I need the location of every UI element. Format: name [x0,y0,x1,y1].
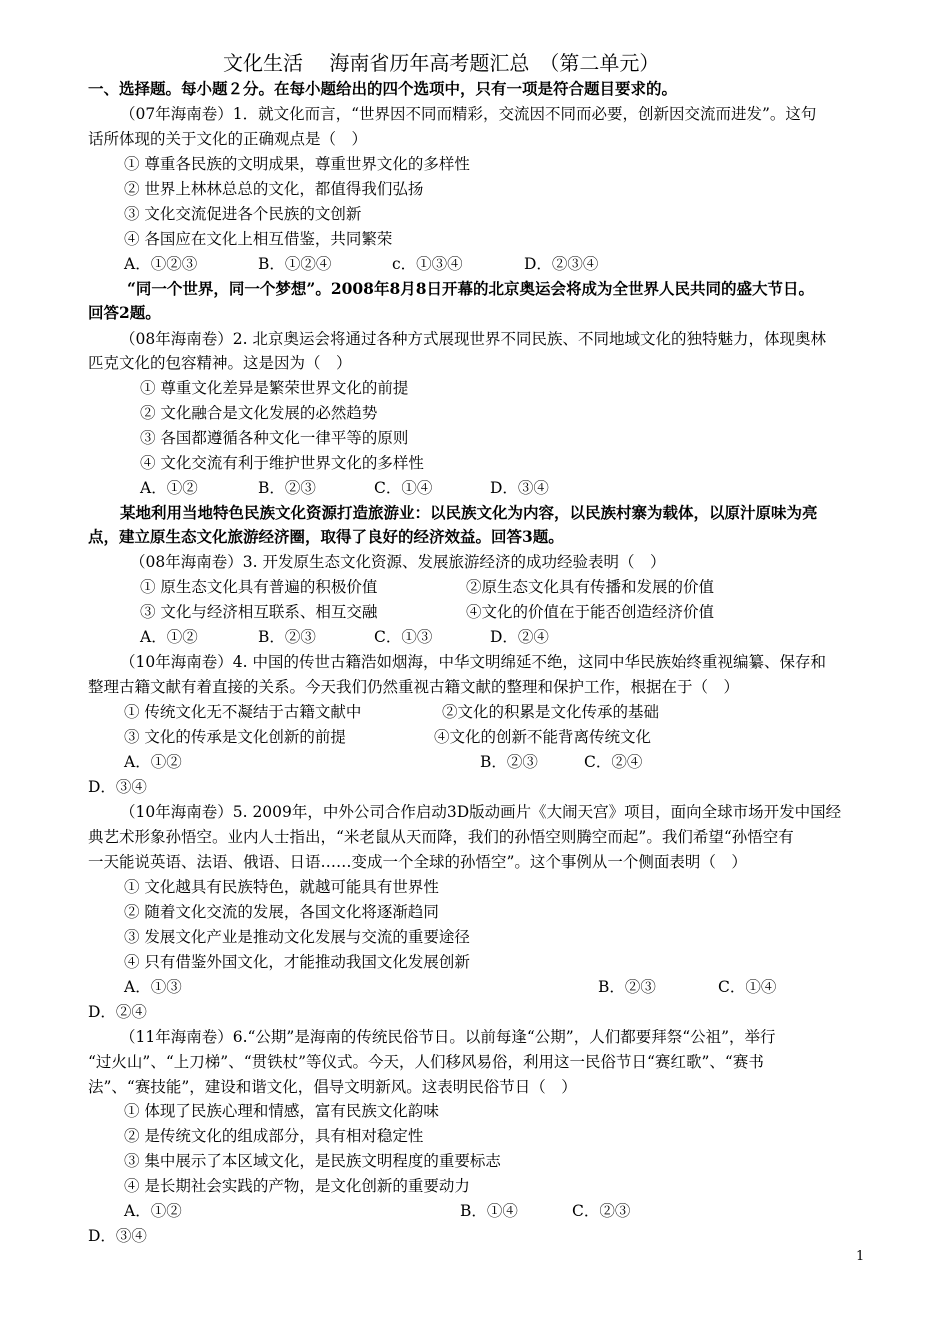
q3-answer-d: D．②④ [490,628,549,646]
q3-stem: （08年海南卷）3. 开发原生态文化资源、发展旅游经济的成功经验表明（ ） [130,553,666,571]
q2-option-1: ① 尊重文化差异是繁荣世界文化的前提 [140,379,409,397]
page-number: 1 [856,1249,865,1264]
q2-stem-line-1: （08年海南卷）2. 北京奥运会将通过各种方式展现世界不同民族、不同地域文化的独特魅力，体现奥林 [120,330,826,348]
q4-answer-a: A．①② [124,753,182,771]
q2-option-2: ② 文化融合是文化发展的必然趋势 [140,404,378,422]
q4-answer-d: D．③④ [88,778,147,796]
q1-option-2: ② 世界上林林总总的文化，都值得我们弘扬 [124,180,424,198]
q6-option-3: ③ 集中展示了本区域文化，是民族文明程度的重要标志 [124,1152,501,1170]
q5-stem-line-1: （10年海南卷）5. 2009年，中外公司合作启动3D版动画片《大闹天宫》项目，面向全球市场开发中国经 [120,803,842,821]
q4-answer-b: B．②③ [480,753,538,771]
q5-stem-line-3: 一天能说英语、法语、俄语、日语……变成一个全球的孙悟空”。这个事例从一个侧面表明（ ） [88,853,747,871]
q5-option-3: ③ 发展文化产业是推动文化发展与交流的重要途径 [124,928,470,946]
material-2-line-2: 点，建立原生态文化旅游经济圈，取得了良好的经济效益。回答3题。 [88,527,564,546]
q5-answer-d: D．②④ [88,1003,147,1021]
q4-answer-c: C．②④ [584,753,643,771]
q3-answer-b: B．②③ [258,628,316,646]
q3-option-2: ②原生态文化具有传播和发展的价值 [466,578,715,596]
q4-option-3: ③ 文化的传承是文化创新的前提 [124,728,346,746]
q1-stem-line-1: （07年海南卷）1．就文化而言，“世界因不同而精彩，交流因不同而必要，创新因交流而进发”。这句 [120,105,817,123]
q5-answer-c: C．①④ [718,978,777,996]
q6-option-1: ① 体现了民族心理和情感，富有民族文化韵味 [124,1102,439,1120]
q5-option-2: ② 随着文化交流的发展，各国文化将逐渐趋同 [124,903,439,921]
q5-option-4: ④ 只有借鉴外国文化，才能推动我国文化发展创新 [124,953,470,971]
q4-option-2: ②文化的积累是文化传承的基础 [442,703,660,721]
q6-answer-a: A．①② [124,1202,182,1220]
q3-answer-a: A．①② [140,628,198,646]
q5-answer-a: A．①③ [124,978,182,996]
q2-option-4: ④ 文化交流有利于维护世界文化的多样性 [140,454,424,472]
q1-option-4: ④ 各国应在文化上相互借鉴，共同繁荣 [124,230,393,248]
q5-option-1: ① 文化越具有民族特色，就越可能具有世界性 [124,878,439,896]
q6-stem-line-2: “过火山”、“上刀梯”、“贯铁杖”等仪式。今天，人们移风易俗，利用这一民俗节日“赛红歌”、“赛书 [88,1053,764,1071]
material-1-line-2: 回答2题。 [88,303,161,322]
section-heading: 一、选择题。每小题２分。在每小题给出的四个选项中，只有一项是符合题目要求的。 [88,79,678,98]
q3-option-1: ① 原生态文化具有普遍的积极价值 [140,578,378,596]
q1-answer-b: B．①②④ [258,255,332,273]
q3-option-4: ④文化的价值在于能否创造经济价值 [466,603,715,621]
q4-stem-line-1: （10年海南卷）4. 中国的传世古籍浩如烟海，中华文明绵延不绝，这同中华民族始终重视编纂、保存和 [120,653,826,671]
q2-answer-b: B．②③ [258,479,316,497]
q6-option-2: ② 是传统文化的组成部分，具有相对稳定性 [124,1127,424,1145]
material-1-line-1: “同一个世界，同一个梦想”。2008年8月8日开幕的北京奥运会将成为全世界人民共同的盛大节日。 [127,279,815,298]
q3-option-3: ③ 文化与经济相互联系、相互交融 [140,603,378,621]
material-2-line-1: 某地利用当地特色民族文化资源打造旅游业：以民族文化为内容，以民族村寨为载体，以原汁原味为亮 [120,503,818,522]
q4-option-4: ④文化的创新不能背离传统文化 [434,728,652,746]
q6-stem-line-3: 法”、“赛技能”，建设和谐文化，倡导文明新风。这表明民俗节日（ ） [88,1078,577,1096]
q3-answer-c: C．①③ [374,628,433,646]
q2-option-3: ③ 各国都遵循各种文化一律平等的原则 [140,429,409,447]
q6-answer-d: D．③④ [88,1227,147,1245]
q1-answer-a: A．①②③ [124,255,198,273]
q4-stem-line-2: 整理古籍文献有着直接的关系。今天我们仍然重视古籍文献的整理和保护工作，根据在于（ ） [88,678,740,696]
q5-stem-line-2: 典艺术形象孙悟空。业内人士指出，“米老鼠从天而降，我们的孙悟空则腾空而起”。我们希望“孙悟空有 [88,828,794,846]
q2-answer-c: C．①④ [374,479,433,497]
q6-option-4: ④ 是长期社会实践的产物，是文化创新的重要动力 [124,1177,470,1195]
q6-stem-line-1: （11年海南卷）6.“公期”是海南的传统民俗节日。以前每逢“公期”，人们都要拜祭“公祖”，举行 [120,1028,776,1046]
q1-option-1: ① 尊重各民族的文明成果，尊重世界文化的多样性 [124,155,470,173]
q6-answer-c: C．②③ [572,1202,631,1220]
q5-answer-b: B．②③ [598,978,656,996]
q4-option-1: ① 传统文化无不凝结于古籍文献中 [124,703,362,721]
q1-stem-line-2: 话所体现的关于文化的正确观点是（ ） [88,130,368,148]
page-title: 文化生活 海南省历年高考题汇总 （第二单元） [223,51,660,75]
q2-answer-a: A．①② [140,479,198,497]
q2-stem-line-2: 匹克文化的包容精神。这是因为（ ） [88,354,352,372]
q6-answer-b: B．①④ [460,1202,518,1220]
q1-option-3: ③ 文化交流促进各个民族的文创新 [124,205,362,223]
q2-answer-d: D．③④ [490,479,549,497]
q1-answer-c: c．①③④ [392,255,463,273]
q1-answer-d: D．②③④ [524,255,599,273]
